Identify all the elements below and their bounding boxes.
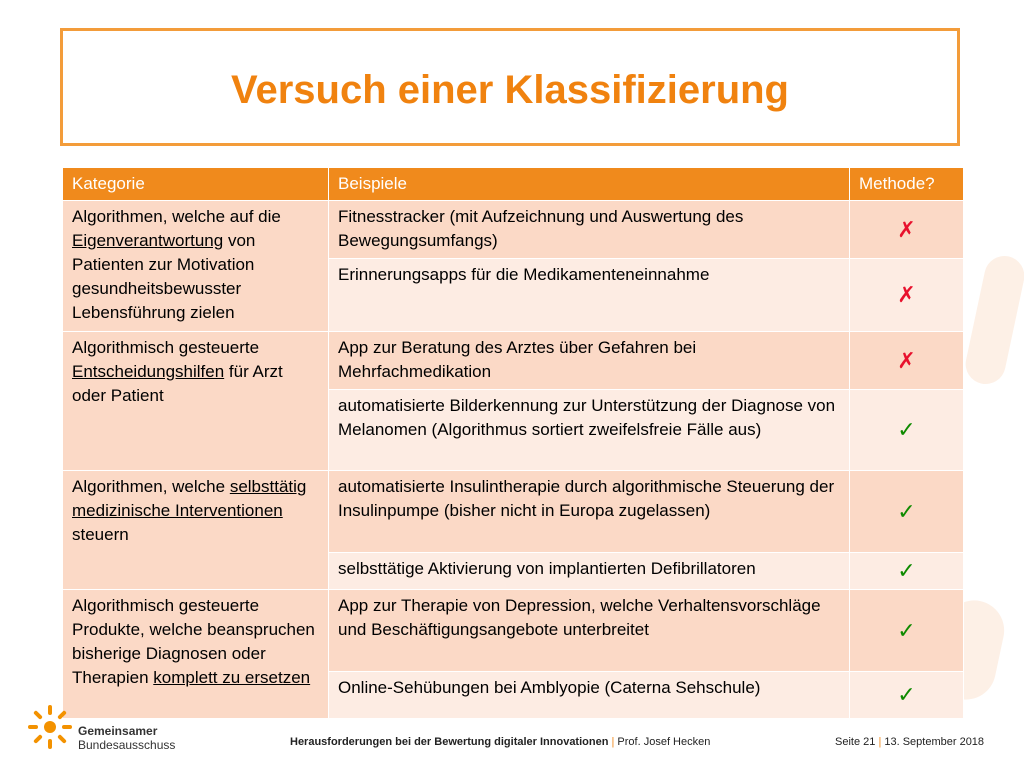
footer-presentation-title: Herausforderungen bei der Bewertung digitaler Innovationen [290, 736, 609, 748]
cross-icon: ✗ [850, 259, 964, 332]
example-cell: App zur Beratung des Arztes über Gefahren bei Mehrfachmedikation [329, 332, 850, 390]
logo-line-1: Gemeinsamer [78, 724, 158, 738]
table-row [63, 201, 964, 259]
check-icon: ✓ [850, 390, 964, 471]
slide-title: Versuch einer Klassifizierung [231, 67, 789, 112]
check-icon: ✓ [850, 590, 964, 672]
category-cell: Algorithmisch gesteuerte Entscheidungshilfen für Arzt oder Patient [63, 332, 329, 471]
title-frame [60, 28, 960, 146]
header-methode: Methode? [850, 168, 964, 201]
category-cell: Algorithmisch gesteuerte Produkte, welche beanspruchen bisherige Diagnosen oder Therapien komplett zu ersetzen [63, 590, 329, 719]
footer-author: Prof. Josef Hecken [617, 736, 711, 748]
example-cell: Fitnesstracker (mit Aufzeichnung und Auswertung des Bewegungsumfangs) [329, 201, 850, 259]
background-decoration [962, 252, 1024, 387]
footer-center [290, 736, 710, 748]
category-cell: Algorithmen, welche selbsttätig medizinische Interventionen steuern [63, 471, 329, 590]
footer-date: 13. September 2018 [884, 736, 985, 748]
example-cell: automatisierte Insulintherapie durch algorithmische Steuerung der Insulinpumpe (bisher nicht in Europa zugelassen) [329, 471, 850, 553]
check-icon: ✓ [850, 672, 964, 719]
example-cell: automatisierte Bilderkennung zur Unterstützung der Diagnose von Melanomen (Algorithmus sortiert zweifelsfreie Fälle aus) [329, 390, 850, 471]
footer-page-number: Seite 21 [835, 736, 876, 748]
cross-icon: ✗ [850, 201, 964, 259]
table-row [63, 471, 964, 553]
example-cell: Online-Sehübungen bei Amblyopie (Caterna Sehschule) [329, 672, 850, 719]
header-kategorie: Kategorie [63, 168, 329, 201]
cross-icon: ✗ [850, 332, 964, 390]
category-cell: Algorithmen, welche auf die Eigenverantwortung von Patienten zur Motivation gesundheitsbewusster Lebensführung zielen [63, 201, 329, 332]
logo-wordmark [78, 724, 175, 752]
header-beispiele: Beispiele [329, 168, 850, 201]
footer-separator: | [611, 736, 615, 748]
check-icon: ✓ [850, 471, 964, 553]
table-row [63, 590, 964, 672]
footer-right [835, 736, 984, 748]
table-row [63, 332, 964, 390]
gba-logo-icon [26, 703, 74, 751]
classification-table [62, 167, 964, 719]
logo-line-2: Bundesausschuss [78, 738, 176, 752]
example-cell: App zur Therapie von Depression, welche Verhaltensvorschläge und Beschäftigungsangebote unterbreitet [329, 590, 850, 672]
table-header-row [63, 168, 964, 201]
example-cell: selbsttätige Aktivierung von implantierten Defibrillatoren [329, 553, 850, 590]
footer-separator: | [878, 736, 882, 748]
example-cell: Erinnerungsapps für die Medikamenteneinnahme [329, 259, 850, 332]
check-icon: ✓ [850, 553, 964, 590]
